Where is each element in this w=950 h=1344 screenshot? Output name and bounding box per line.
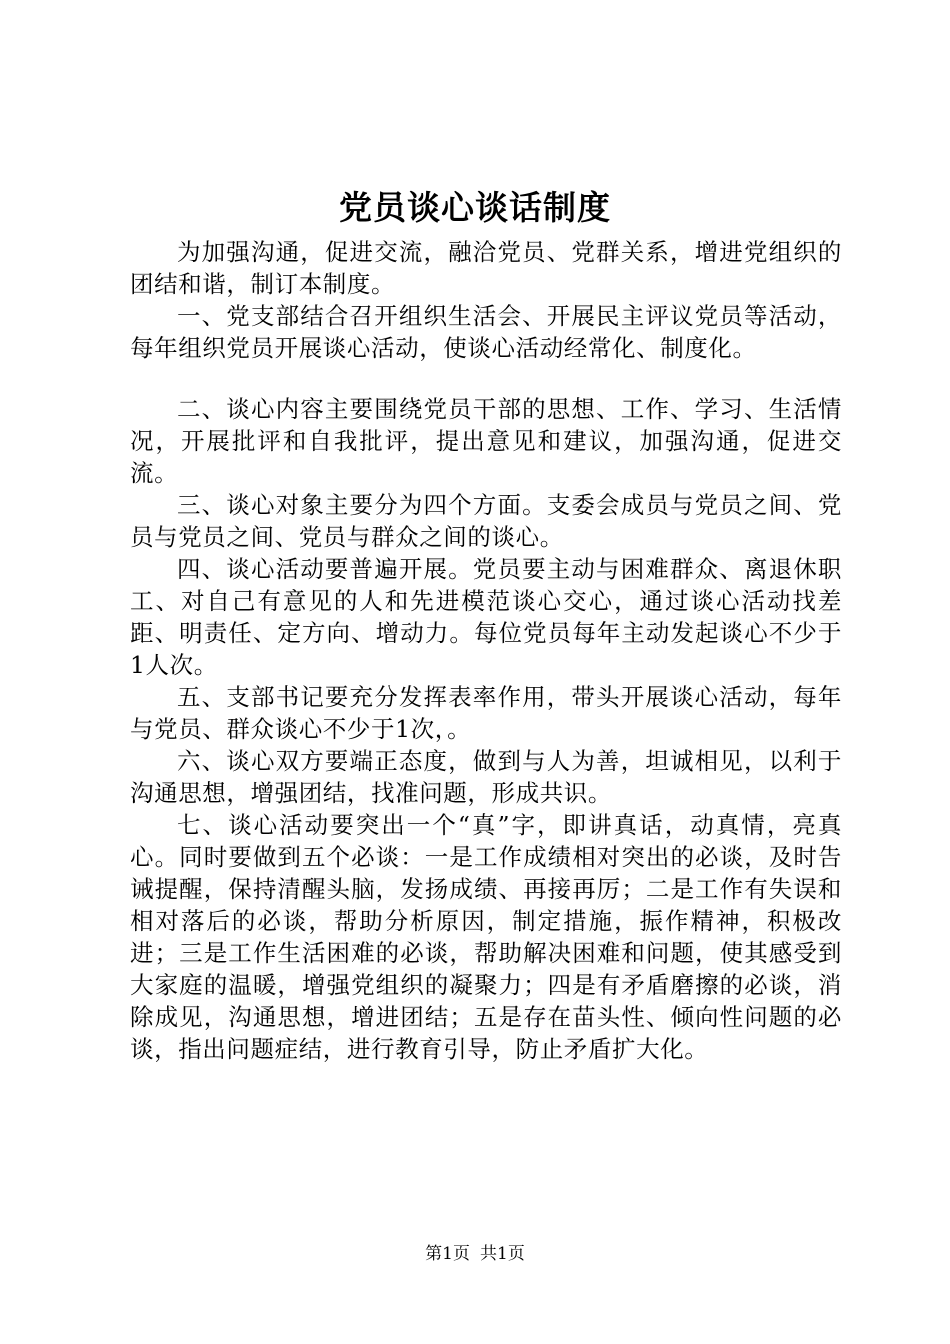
paragraph-item-4: 四、谈心活动要普遍开展。党员要主动与困难群众、离退休职工、对自己有意见的人和先进模范谈心交心，通过谈心活动找差距、明责任、定方向、增动力。每位党员每年主动发起谈心不少于1人次。 [130, 555, 842, 679]
document-body [130, 236, 842, 1065]
page-number: 第1页 [425, 1244, 470, 1264]
page-count: 共1页 [480, 1244, 525, 1264]
paragraph-item-3: 三、谈心对象主要分为四个方面。支委会成员与党员之间、党员与党员之间、党员与群众之间的谈心。 [130, 491, 842, 551]
paragraph-item-2: 二、谈心内容主要围绕党员干部的思想、工作、学习、生活情况，开展批评和自我批评，提出意见和建议，加强沟通，促进交流。 [130, 395, 842, 487]
document-title: 党员谈心谈话制度 [339, 188, 611, 227]
paragraph-item-1: 一、党支部结合召开组织生活会、开展民主评议党员等活动，每年组织党员开展谈心活动，使谈心活动经常化、制度化。 [130, 302, 842, 362]
paragraph-item-6: 六、谈心双方要端正态度，做到与人为善，坦诚相见，以利于沟通思想，增强团结，找准问题，形成共识。 [130, 747, 842, 807]
paragraph-item-5: 五、支部书记要充分发挥表率作用，带头开展谈心活动，每年与党员、群众谈心不少于1次，。 [130, 683, 842, 743]
page-footer [0, 1242, 950, 1266]
paragraph-intro: 为加强沟通，促进交流，融洽党员、党群关系，增进党组织的团结和谐，制订本制度。 [130, 238, 842, 298]
paragraph-item-7: 七、谈心活动要突出一个“真”字，即讲真话，动真情，亮真心。同时要做到五个必谈：一是工作成绩相对突出的必谈，及时告诫提醒，保持清醒头脑，发扬成绩、再接再厉；二是工作有失误和相对落后的必谈，帮助分析原因，制定措施，振作精神，积极改进；三是工作生活困难的必谈，帮助解决困难和问题，使其感受到大家庭的温暖，增强党组织的凝聚力；四是有矛盾磨擦的必谈，消除成见，沟通思想，增进团结；五是存在苗头性、倾向性问题的必谈，指出问题症结，进行教育引导，防止矛盾扩大化。 [130, 811, 842, 1063]
